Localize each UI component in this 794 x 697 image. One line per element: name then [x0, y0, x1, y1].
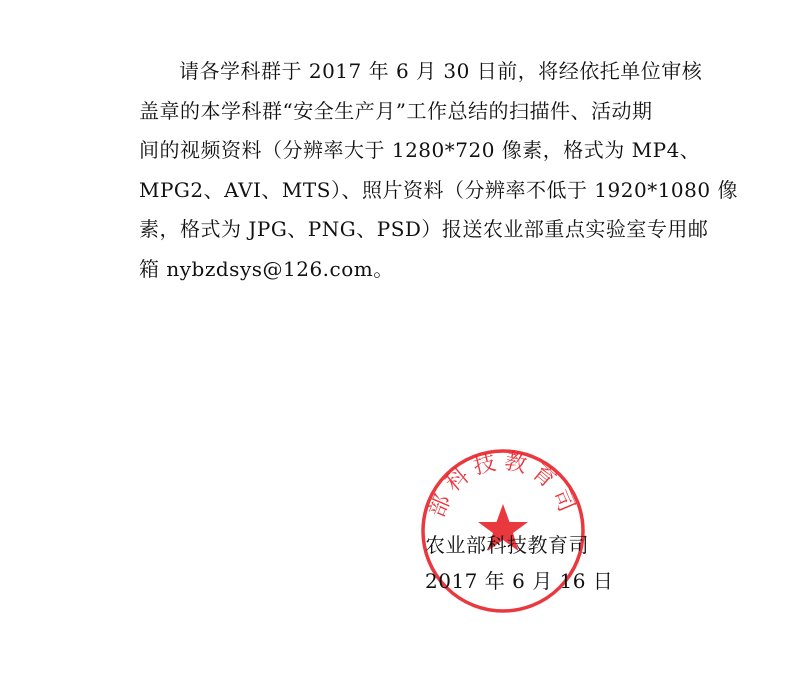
paragraph-line: 请各学科群于 2017 年 6 月 30 日前，将经依托单位审核 [179, 59, 703, 83]
issuing-organization: 农业部科技教育司 [425, 533, 589, 557]
seal-text: 部科技教育司 [424, 449, 582, 522]
paragraph-line: MPG2、AVI、MTS）、照片资料（分辨率不低于 1920*1080 像 [139, 177, 738, 202]
notice-paragraph [139, 52, 738, 290]
paragraph-line: 箱 nybzdsys@126.com。 [139, 256, 394, 281]
paragraph-line: 间的视频资料（分辨率大于 1280*720 像素，格式为 MP4、 [139, 138, 701, 163]
signature-block [425, 527, 613, 599]
paragraph-line: 盖章的本学科群“安全生产月”工作总结的扫描件、活动期 [139, 98, 653, 123]
issue-date: 2017 年 6 月 16 日 [425, 569, 614, 593]
paragraph-line: 素，格式为 JPG、PNG、PSD）报送农业部重点实验室专用邮 [139, 217, 709, 242]
